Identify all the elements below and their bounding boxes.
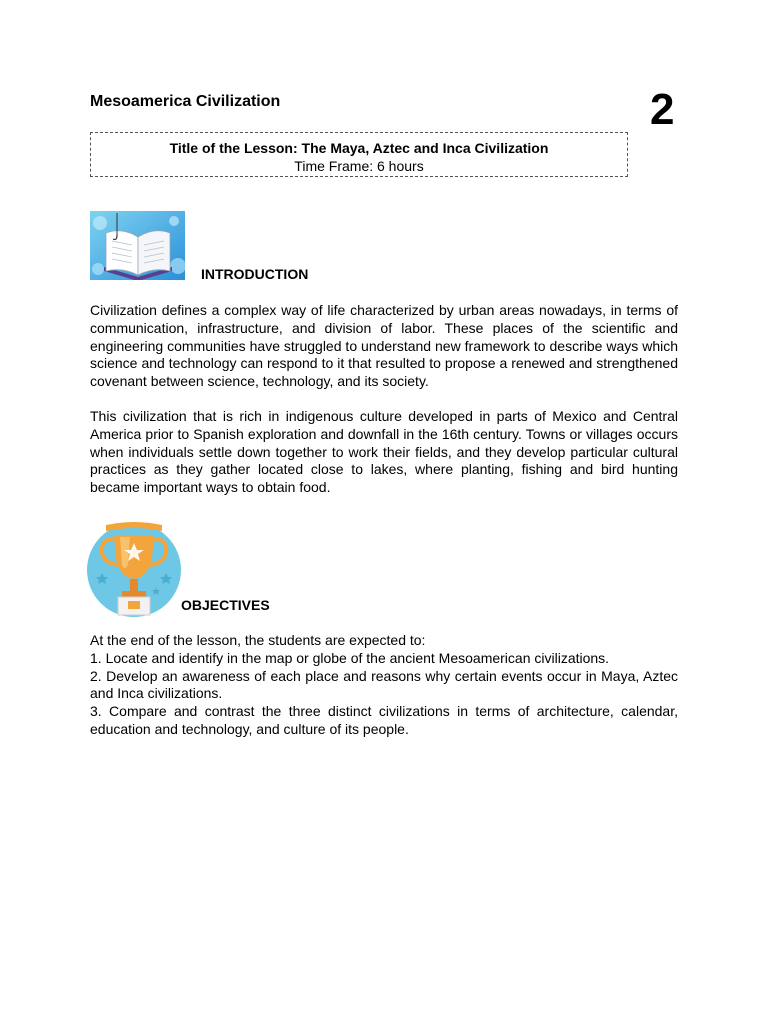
introduction-paragraph: This civilization that is rich in indigenous culture developed in parts of Mexico and Central America prior to Spanish exploration and downfall in the 16th century. Towns or villages occurs when individuals settle down together to work their fields, and they develop particular cultural practices as they gather located close to lakes, where planting, fishing and bird hunting became important ways to obtain food. <box>90 408 678 496</box>
objective-item: 2. Develop an awareness of each place and reasons why certain events occur in Maya, Aztec and Inca civilizations. <box>90 667 678 702</box>
introduction-paragraph: Civilization defines a complex way of life characterized by urban areas nowadays, in terms of communication, infrastructure, and division of labor. These places of the scientific and engineering communities have struggled to understand new framework to describe ways which science and technology can respond to it that resulted to propose a renewed and strengthened covenant between science, technology, and its society. <box>90 302 678 390</box>
objective-item: 3. Compare and contrast the three distinct civilizations in terms of architecture, calendar, education and technology, and culture of its people. <box>90 703 678 737</box>
lesson-time-frame: Time Frame: 6 hours <box>294 158 424 174</box>
objective-item: 1. Locate and identify in the map or globe of the ancient Mesoamerican civilizations. <box>90 649 610 666</box>
page-heading: Mesoamerica Civilization <box>90 93 281 110</box>
trophy-icon <box>86 521 182 619</box>
objectives-heading: OBJECTIVES <box>181 597 270 613</box>
lesson-info-box <box>90 132 628 177</box>
objectives-intro: At the end of the lesson, the students are expected to: <box>90 632 426 648</box>
introduction-heading: INTRODUCTION <box>201 266 309 282</box>
page-number: 2 <box>650 85 675 134</box>
lesson-title: Title of the Lesson: The Maya, Aztec and Inca Civilization <box>169 140 549 156</box>
objectives-list <box>90 632 678 739</box>
open-book-icon <box>90 211 185 280</box>
